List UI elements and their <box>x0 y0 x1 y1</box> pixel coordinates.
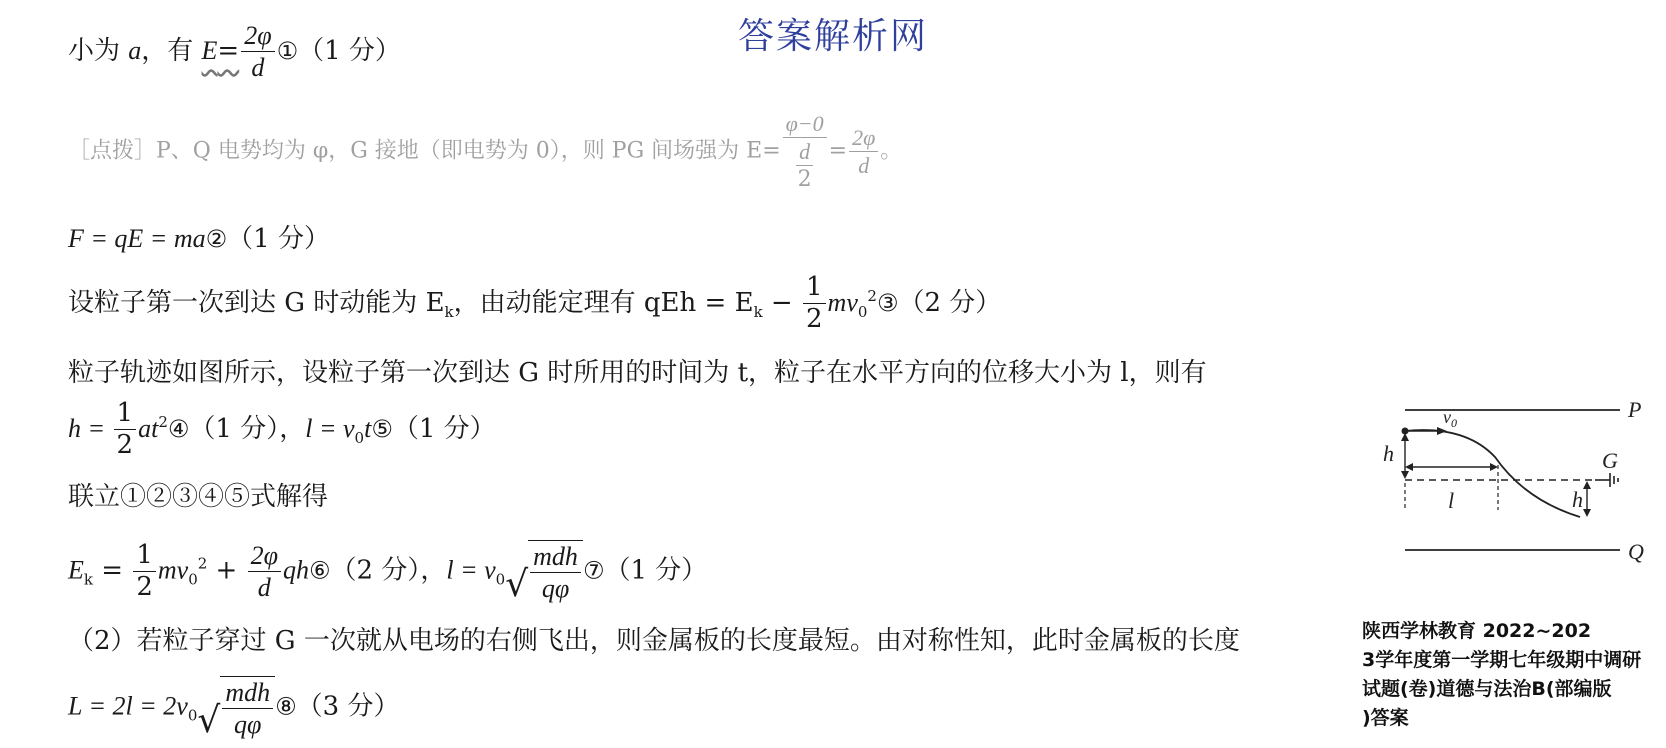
superscript: 2 <box>197 554 208 573</box>
frac-den <box>790 138 820 191</box>
radicand <box>220 676 275 739</box>
label-h-right: h <box>1572 487 1583 512</box>
text: 粒子轨迹如图所示，设粒子第一次到达 G 时所用的时间为 t，粒子在水平方向的位移大小为 l，则有 <box>68 358 1207 388</box>
line-5 <box>68 400 496 460</box>
frac-den: 2 <box>116 430 134 461</box>
ground-icon <box>1595 473 1618 487</box>
equals: = <box>828 138 848 164</box>
subscript: k <box>444 302 454 321</box>
superscript: 2 <box>158 413 168 432</box>
sqrt <box>505 540 583 603</box>
text: （2）若粒子穿过 G 一次就从电场的右侧飞出，则金属板的长度最短。由对称性知，此时金属板的长度 <box>68 626 1240 656</box>
frac-num: 2φ <box>241 22 274 52</box>
trajectory-diagram <box>1375 395 1660 585</box>
label-l: l <box>1448 488 1455 513</box>
text: 联立①②③④⑤式解得 <box>68 482 329 512</box>
frac-den: 2 <box>136 571 153 602</box>
fraction <box>241 22 274 82</box>
var-t: t <box>364 413 372 443</box>
frac-num: d <box>796 140 813 166</box>
minus: − <box>762 287 801 318</box>
v-text: v <box>1443 407 1451 427</box>
subscript: 0 <box>495 570 506 589</box>
hint-fraction-1 <box>783 112 827 191</box>
label-Q: Q <box>1628 539 1644 564</box>
frac-num: mdh <box>222 679 273 709</box>
frac-den: d <box>257 572 271 602</box>
var-h: h = <box>68 413 112 443</box>
line-4 <box>68 360 1207 386</box>
formula: F = qE = ma <box>68 224 206 253</box>
frac-num: mdh <box>530 543 581 573</box>
eq-mark: ④ <box>167 414 190 443</box>
fraction <box>114 400 137 460</box>
eq-mark: ⑧ <box>275 692 297 721</box>
label-G: G <box>1602 448 1618 473</box>
subscript: 0 <box>857 302 868 321</box>
separator: ， <box>279 413 306 444</box>
fraction <box>222 679 273 739</box>
superscript: 2 <box>867 287 877 306</box>
eq-mark: ⑦ <box>582 556 605 585</box>
sqrt <box>197 676 275 739</box>
frac-den: d <box>251 53 265 83</box>
arrow-head <box>1437 427 1447 435</box>
frac-den: qφ <box>234 710 262 740</box>
text-prefix: 小为 <box>68 35 129 66</box>
subscript: 0 <box>354 428 365 447</box>
score: （1 分） <box>298 35 401 66</box>
var-mv: mv <box>157 555 189 585</box>
var-l: l = v <box>305 413 355 443</box>
var-mv: mv <box>827 287 858 317</box>
frac-num: 1 <box>803 274 826 304</box>
var-at: at <box>138 413 159 443</box>
line-6 <box>68 484 328 510</box>
frac-den: qφ <box>541 574 570 604</box>
frac-den: 2 <box>806 304 823 335</box>
subscript: k <box>83 570 93 589</box>
equals: = <box>92 555 132 586</box>
frac-num: 1 <box>133 542 156 572</box>
frac-den: d <box>858 153 870 179</box>
frac-num: φ−0 <box>783 112 827 138</box>
source-caption: 陕西学林教育 2022~202 3学年度第一学期七年级期中调研 试题(卷)道德与法治B(部编版 )答案 <box>1362 620 1642 729</box>
frac-den: 2 <box>797 167 812 193</box>
score: （1 分） <box>227 224 330 254</box>
line-7 <box>68 540 707 603</box>
text-mid: ，有 <box>141 35 202 66</box>
var-l: l = v <box>446 555 496 585</box>
line-8 <box>68 628 1240 654</box>
score: （1 分） <box>604 555 708 586</box>
eq-mark: ① <box>276 36 299 65</box>
frac-num: 1 <box>114 400 137 430</box>
fraction <box>530 543 581 603</box>
score: （2 分） <box>330 555 421 586</box>
hint-fraction-2 <box>849 126 878 177</box>
equals: = <box>217 35 240 66</box>
text: ，由动能定理有 qEh = E <box>453 287 754 318</box>
frac-num: 2φ <box>248 542 281 572</box>
score: （3 分） <box>296 691 400 722</box>
arrow-head <box>1401 471 1409 479</box>
line-1 <box>68 22 401 82</box>
eq-mark: ③ <box>876 288 899 317</box>
radical-sign: √ <box>197 699 221 741</box>
separator: ， <box>420 555 447 586</box>
plus: + <box>207 555 246 586</box>
inner-fraction <box>795 140 815 191</box>
eq-mark: ⑤ <box>371 414 393 443</box>
trajectory-curve <box>1405 430 1580 517</box>
line-2 <box>68 226 330 252</box>
fraction <box>803 274 826 334</box>
subscript: 0 <box>188 570 198 589</box>
line-3 <box>68 274 1001 334</box>
eq-mark: ② <box>205 225 228 253</box>
label-P: P <box>1628 397 1642 422</box>
score: （1 分） <box>189 413 280 444</box>
arrow-head <box>1583 481 1591 489</box>
formula-L: L = 2l = 2v <box>68 691 188 721</box>
subscript: 0 <box>187 706 198 725</box>
var-E: E <box>201 35 218 65</box>
radicand <box>528 540 583 603</box>
arrow-head <box>1401 433 1409 441</box>
fraction <box>248 542 281 602</box>
radical-sign: √ <box>505 563 529 605</box>
var-qh: qh <box>283 555 309 585</box>
score: （1 分） <box>392 413 496 444</box>
arrow-head <box>1405 463 1413 471</box>
line-9 <box>68 676 399 739</box>
fraction <box>133 539 156 602</box>
period: 。 <box>880 138 903 164</box>
hint-line <box>68 112 902 191</box>
watermark-title: 答案解析网 <box>738 16 929 57</box>
hint-text: ［点拨］P、Q 电势均为 φ，G 接地（即电势为 0），则 PG 间场强为 E= <box>68 138 781 164</box>
score: （2 分） <box>898 287 1002 318</box>
frac-num: 2φ <box>849 126 878 152</box>
arrow-head <box>1583 509 1591 517</box>
var-a: a <box>128 35 142 65</box>
label-h-left: h <box>1383 441 1394 466</box>
var-E: E <box>68 555 84 585</box>
subscript: k <box>753 302 763 321</box>
eq-mark: ⑥ <box>309 556 331 585</box>
text: 设粒子第一次到达 G 时动能为 E <box>68 287 445 318</box>
arrow-head <box>1490 463 1498 471</box>
v-sub: 0 <box>1451 416 1457 430</box>
